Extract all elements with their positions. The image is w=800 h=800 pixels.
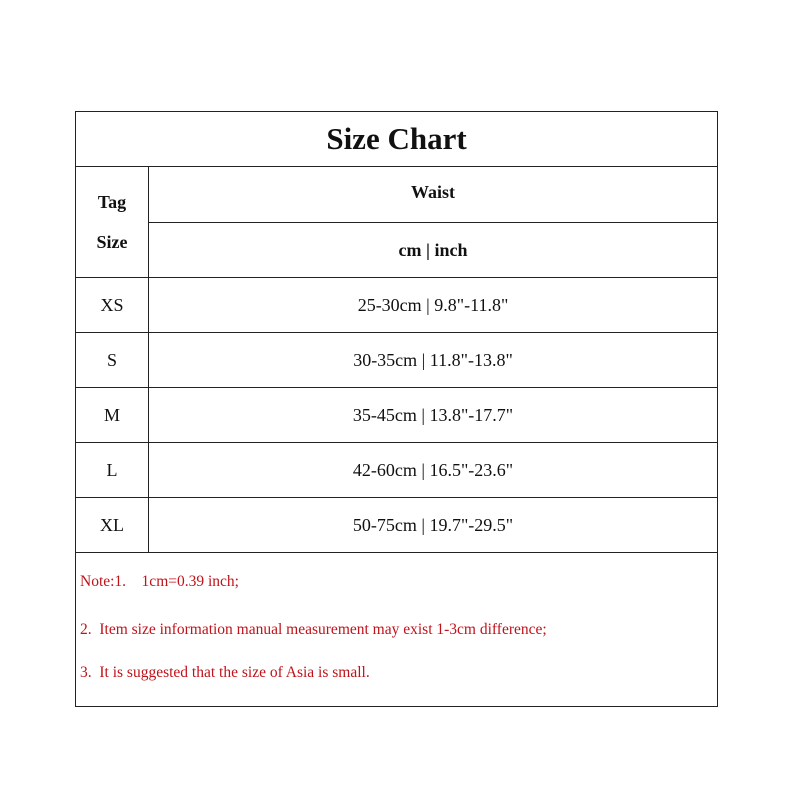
waist-cell: 42-60cm | 16.5"-23.6": [352, 459, 514, 480]
table-row: [76, 498, 717, 553]
note-line-2: 2. Item size information manual measurement may exist 1-3cm difference;: [80, 621, 547, 638]
tag-size-header: [76, 167, 149, 278]
tag-size-header-line1: Tag: [97, 192, 127, 212]
size-cell: M: [76, 388, 149, 442]
unit-header: cm | inch: [149, 223, 717, 278]
table-row: [76, 333, 717, 388]
table-row: [76, 278, 717, 333]
size-chart-table: [75, 111, 718, 707]
notes-section: [76, 553, 717, 706]
waist-cell: 35-45cm | 13.8"-17.7": [352, 404, 514, 425]
size-cell: XS: [76, 278, 149, 332]
waist-cell: 30-35cm | 11.8"-13.8": [353, 349, 513, 370]
note-line-3: 3. It is suggested that the size of Asia is small.: [80, 664, 370, 681]
tag-size-header-line2: Size: [96, 232, 128, 252]
note-line-1: Note:1. 1cm=0.39 inch;: [80, 573, 239, 590]
size-rows: [76, 278, 717, 553]
table-title: Size Chart: [76, 112, 717, 167]
size-cell: L: [76, 443, 149, 497]
waist-cell: 25-30cm | 9.8"-11.8": [357, 294, 509, 315]
table-row: [76, 388, 717, 443]
table-row: [76, 443, 717, 498]
size-cell: XL: [76, 498, 149, 552]
size-cell: S: [76, 333, 149, 387]
waist-header: Waist: [149, 167, 717, 223]
waist-cell: 50-75cm | 19.7"-29.5": [352, 514, 514, 535]
